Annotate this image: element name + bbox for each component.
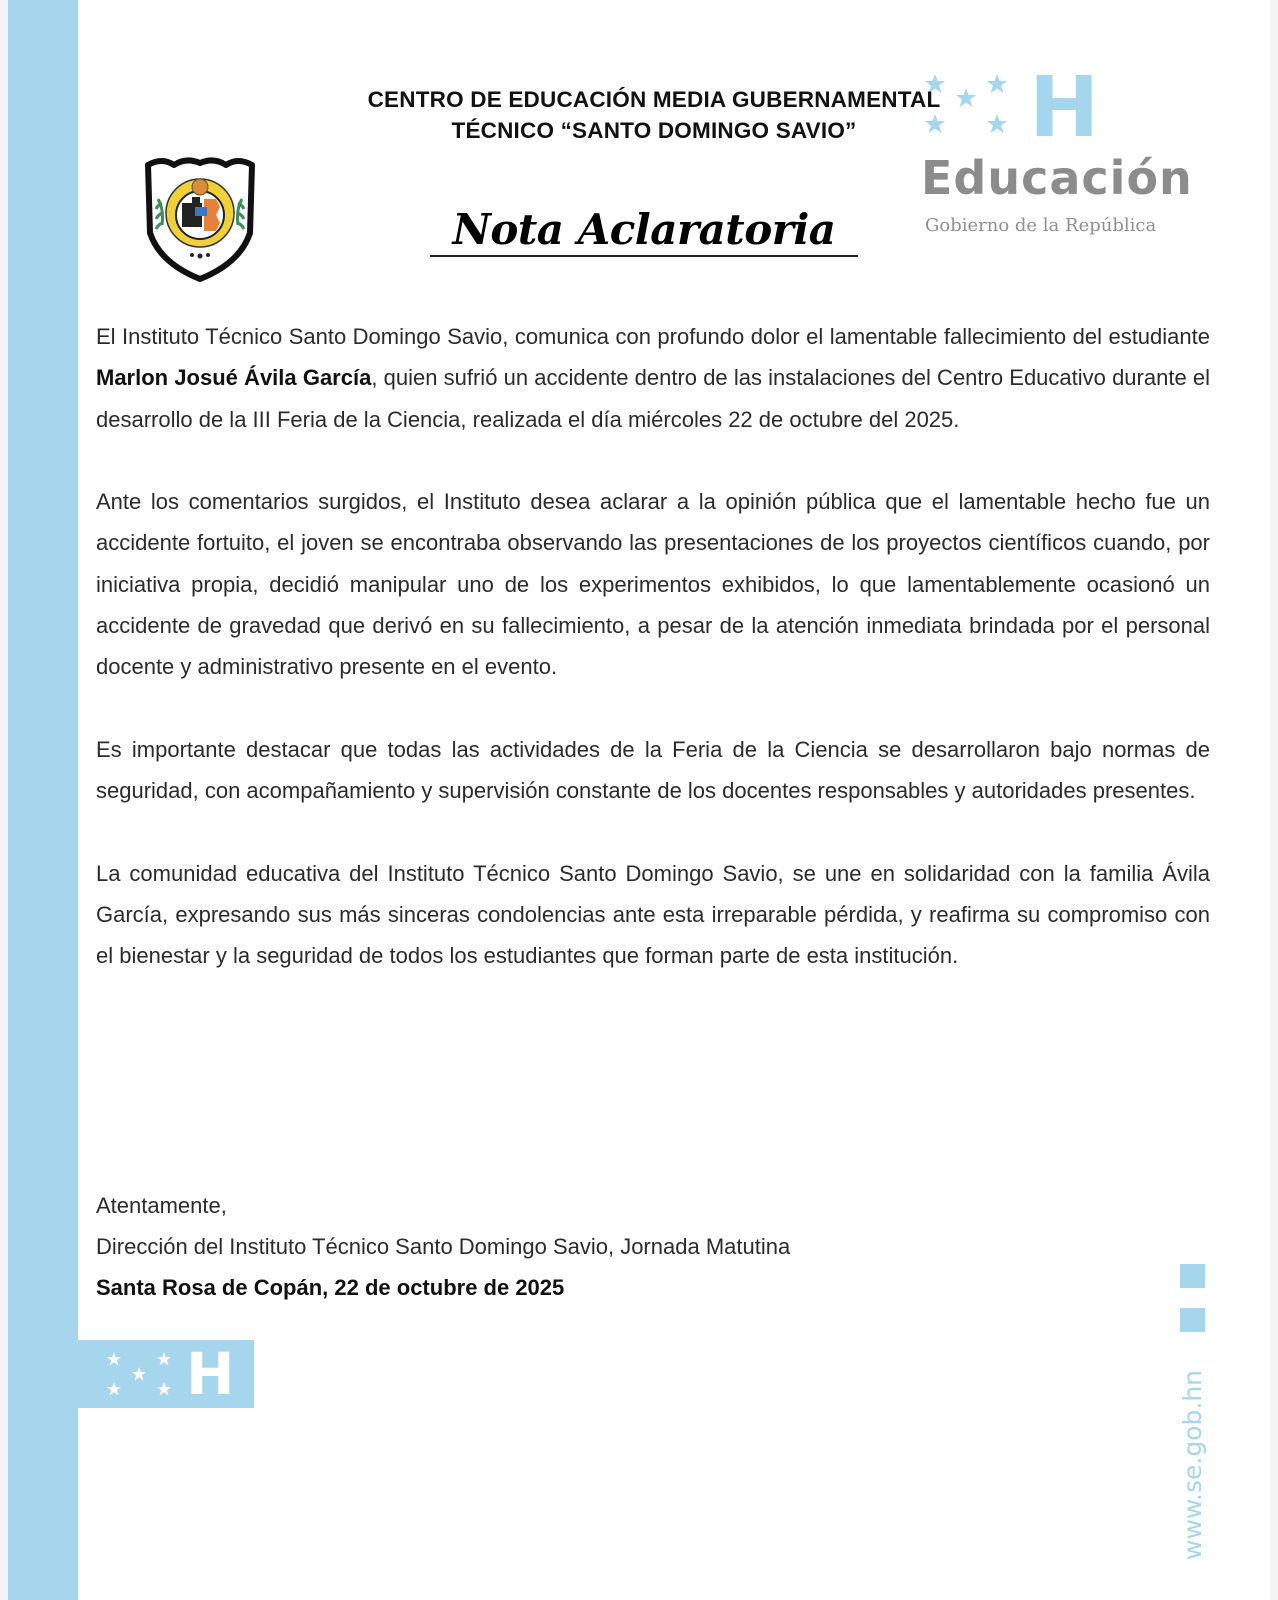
institution-line-2: TÉCNICO “SANTO DOMINGO SAVIO” [451, 118, 857, 143]
honduras-h-logo: H [186, 1340, 235, 1408]
stars-icon [106, 1350, 176, 1398]
document-title: Nota Aclaratoria [430, 205, 858, 257]
decorative-squares [1180, 1264, 1206, 1336]
letter-body [96, 316, 1210, 1018]
institution-header [300, 84, 1008, 146]
paragraph-1-intro: El Instituto Técnico Santo Domingo Savio, comunica con profundo dolor el lamentable fallecimiento del estudiante [96, 324, 1210, 349]
honduras-h-logo: H [1029, 58, 1100, 156]
page-right-edge [1270, 0, 1278, 1600]
paragraph-2: Ante los comentarios surgidos, el Instituto desea aclarar a la opinión pública que el lamentable hecho fue un accidente fortuito, el joven se encontraba observando las presentaciones de los proyectos científicos cuando, por iniciativa propia, decidió manipular uno de los experimentos exhibidos, lo que lamentablemente ocasionó un accidente de gravedad que derivó en su fallecimiento, a pesar de la atención inmediata brindada por el personal docente y administrativo presente en el evento. [96, 489, 1210, 680]
square-icon [1180, 1308, 1205, 1332]
paragraph-1-rest: , quien sufrió un accidente dentro de las instalaciones del Centro Educativo durante el desarrollo de la III Feria de la Ciencia, realizada el día miércoles 22 de octubre del 2025. [96, 365, 1210, 432]
page-left-edge [0, 0, 8, 1600]
left-blue-bar [8, 0, 78, 1600]
school-crest-icon [140, 155, 260, 285]
student-name: Marlon Josué Ávila García [96, 365, 372, 391]
paragraph-4: La comunidad educativa del Instituto Técnico Santo Domingo Savio, se une en solidaridad con la familia Ávila García, expresando sus más sinceras condolencias ante esta irreparable pérdida, y reafirma su compromiso con el bienestar y la seguridad de todos los estudiantes que forman parte de esta institución. [96, 860, 1210, 969]
paragraph-1 [96, 316, 1210, 440]
square-icon [1180, 1264, 1205, 1288]
website-url: www.se.gob.hn [1178, 1369, 1207, 1560]
education-wordmark: Educación [921, 151, 1193, 205]
signatory: Dirección del Instituto Técnico Santo Domingo Savio, Jornada Matutina [96, 1234, 791, 1259]
institution-line-1: CENTRO DE EDUCACIÓN MEDIA GUBERNAMENTAL [367, 87, 941, 112]
place-and-date: Santa Rosa de Copán, 22 de octubre de 2025 [96, 1275, 565, 1300]
government-subtitle: Gobierno de la República [925, 215, 1157, 236]
letter-closing [96, 1185, 790, 1308]
footer-blue-tab [78, 1340, 254, 1408]
salutation: Atentamente, [96, 1193, 227, 1218]
paragraph-3: Es importante destacar que todas las actividades de la Feria de la Ciencia se desarrollaron bajo normas de seguridad, con acompañamiento y supervisión constante de los docentes responsables y autoridades presentes. [96, 736, 1210, 804]
